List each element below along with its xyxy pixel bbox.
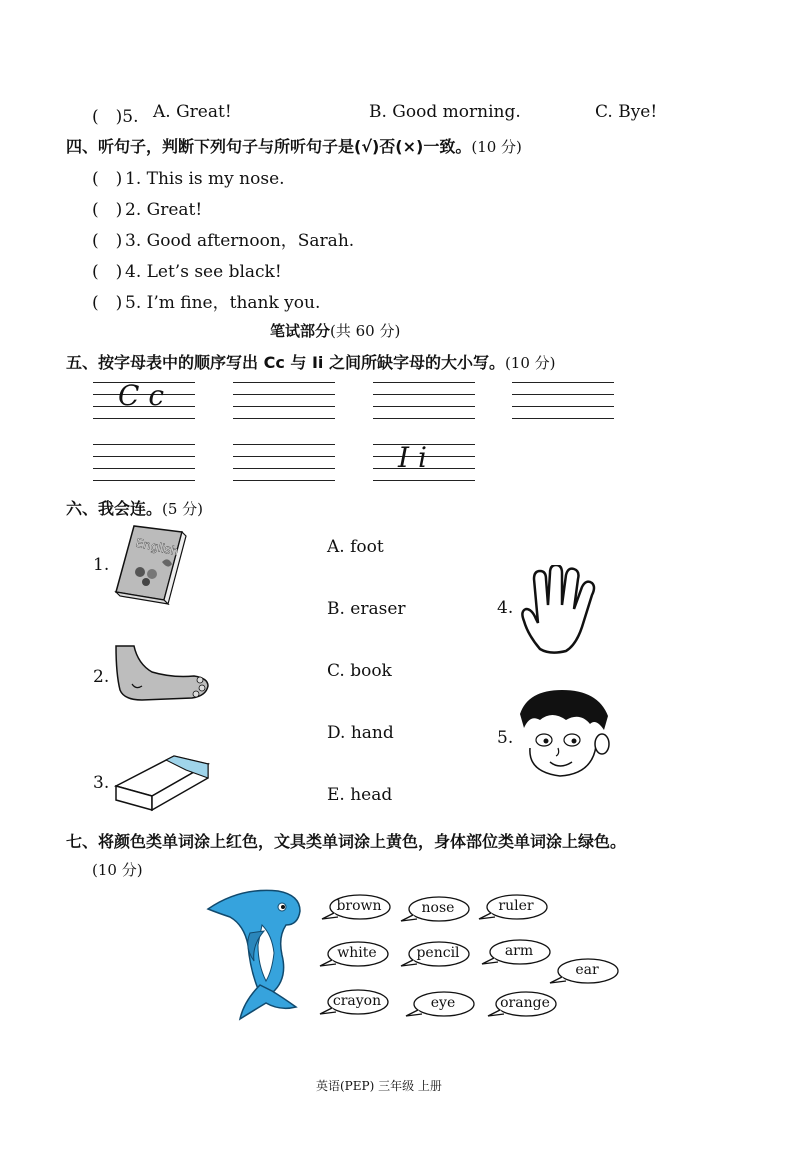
- section5-points: (10 分): [504, 354, 556, 372]
- option-eraser[interactable]: B. eraser: [327, 599, 406, 619]
- word-bubble[interactable]: [480, 938, 552, 968]
- word-text: white: [337, 945, 377, 961]
- answer-paren[interactable]: ( ): [92, 200, 123, 220]
- item-text: 1. This is my nose.: [125, 169, 285, 189]
- section7-points: (10 分): [92, 861, 143, 879]
- word-text: eye: [430, 995, 456, 1011]
- dolphin-picture: [200, 885, 306, 1025]
- word-bubble[interactable]: [477, 893, 549, 923]
- section4-heading: [66, 134, 522, 157]
- word-text: orange: [500, 995, 550, 1011]
- word-text: brown: [336, 898, 382, 914]
- word-bubble[interactable]: [486, 990, 558, 1020]
- hand-picture[interactable]: [520, 565, 600, 655]
- option-foot[interactable]: A. foot: [327, 537, 384, 557]
- section4-title: 四、听句子，判断下列句子与所听句子是(√)否(×)一致。: [66, 137, 472, 156]
- item-number: 3.: [93, 773, 110, 793]
- end-letters: I i: [398, 441, 427, 474]
- word-bubble[interactable]: [548, 957, 620, 987]
- word-bubble[interactable]: [404, 990, 476, 1020]
- word-text: ruler: [498, 898, 534, 914]
- word-text: pencil: [416, 945, 460, 961]
- section6-points: (5 分): [162, 500, 204, 518]
- writing-lines[interactable]: [373, 382, 475, 418]
- written-title: 笔试部分: [270, 322, 331, 340]
- section5-heading: [66, 350, 556, 373]
- book-cover-text: English: [134, 535, 180, 559]
- section4-item: [92, 288, 320, 313]
- item-text: 4. Let’s see black!: [125, 262, 282, 282]
- item-text: 5. I’m fine，thank you.: [125, 293, 321, 313]
- writing-lines[interactable]: [93, 444, 195, 480]
- option-head[interactable]: E. head: [327, 785, 393, 805]
- section6-title: 六、我会连。: [66, 499, 163, 518]
- section7-title: 七、将颜色类单词涂上红色，文具类单词涂上黄色，身体部位类单词涂上绿色。: [66, 832, 627, 851]
- writing-lines[interactable]: [233, 444, 335, 480]
- writing-lines[interactable]: [512, 382, 614, 418]
- item-text: 3. Good afternoon，Sarah.: [125, 231, 355, 251]
- section4-item: [92, 226, 354, 251]
- item-number: 2.: [93, 667, 110, 687]
- word-text: crayon: [332, 993, 382, 1009]
- answer-paren[interactable]: ( ): [92, 169, 123, 189]
- word-text: nose: [421, 900, 455, 916]
- section4-item: [92, 164, 285, 189]
- item-number: 4.: [497, 598, 514, 618]
- item-number: 1.: [93, 555, 110, 575]
- word-bubble[interactable]: [399, 940, 471, 970]
- section4-points: (10 分): [471, 138, 522, 156]
- q3-item-5: [92, 102, 658, 127]
- answer-paren[interactable]: ( )5.: [92, 107, 139, 127]
- option-hand[interactable]: D. hand: [327, 723, 394, 743]
- foot-picture[interactable]: [112, 644, 212, 704]
- answer-paren[interactable]: ( ): [92, 293, 123, 313]
- section6-heading: [66, 496, 203, 519]
- item-text: 2. Great!: [125, 200, 203, 220]
- section4-item: [92, 257, 282, 282]
- word-text: ear: [575, 962, 599, 978]
- written-points: (共 60 分): [330, 322, 401, 340]
- option-b: B. Good morning.: [369, 102, 521, 122]
- answer-paren[interactable]: ( ): [92, 262, 123, 282]
- option-c: C. Bye!: [595, 102, 658, 122]
- section5-title: 五、按字母表中的顺序写出 Cc 与 Ii 之间所缺字母的大小写。: [66, 353, 505, 372]
- answer-paren[interactable]: ( ): [92, 231, 123, 251]
- eraser-picture[interactable]: [112, 750, 212, 812]
- word-bubble[interactable]: [318, 940, 390, 970]
- word-bubble[interactable]: [318, 988, 390, 1018]
- writing-lines[interactable]: [233, 382, 335, 418]
- section7-heading: [66, 829, 626, 852]
- written-part-title: [270, 320, 400, 341]
- option-book[interactable]: C. book: [327, 661, 392, 681]
- option-a: A. Great!: [153, 102, 232, 122]
- book-picture[interactable]: [112, 522, 192, 608]
- word-bubble[interactable]: [320, 893, 392, 923]
- section4-item: [92, 195, 202, 220]
- start-letters: C c: [118, 379, 165, 412]
- word-bubble[interactable]: [399, 895, 471, 925]
- page-footer: 英语(PEP) 三年级 上册: [316, 1079, 442, 1093]
- head-picture[interactable]: [516, 688, 612, 780]
- item-number: 5.: [497, 728, 514, 748]
- word-text: arm: [504, 943, 534, 959]
